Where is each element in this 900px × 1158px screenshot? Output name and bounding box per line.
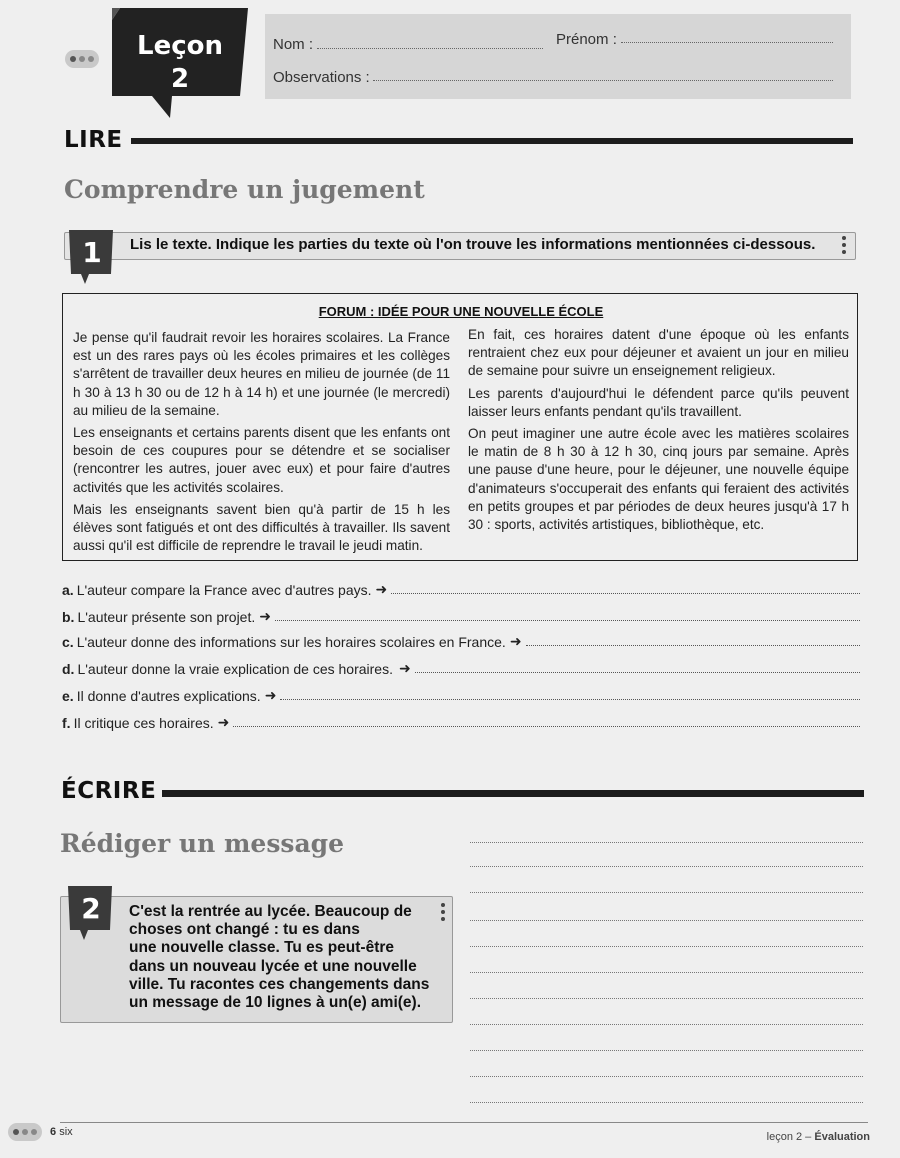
exercise-2-number-badge — [66, 886, 116, 938]
lesson-word: Leçon — [137, 31, 223, 61]
writing-line[interactable] — [470, 1076, 863, 1077]
dot-icon — [88, 56, 94, 62]
question-letter: e. — [62, 688, 74, 704]
instruction-line: dans un nouveau lycée et une nouvelle — [129, 957, 417, 975]
question-letter: d. — [62, 661, 75, 677]
exercise-2-number: 2 — [81, 892, 101, 925]
footer-lesson-ref — [700, 1131, 870, 1143]
arrow-right-icon: ➜ — [375, 581, 388, 597]
forum-title: FORUM : IDÉE POUR UNE NOUVELLE ÉCOLE — [318, 304, 604, 319]
instruction-line: choses ont changé : tu es dans — [129, 921, 360, 939]
answer-line[interactable] — [415, 672, 860, 673]
writing-line[interactable] — [470, 866, 863, 867]
arrow-right-icon: ➜ — [509, 633, 522, 649]
exercise-1-number: 1 — [82, 236, 102, 269]
ecrire-section-title: ÉCRIRE — [61, 778, 157, 804]
page-dots-marker — [8, 1123, 42, 1141]
page-number-word: six — [59, 1126, 73, 1138]
exercise-2-box — [60, 896, 453, 1023]
dot-icon — [13, 1129, 19, 1135]
forum-paragraph: Les parents d'aujourd'hui le défendent parce qu'ils peuvent laisser leurs enfants pendant qu'ils travaillent. — [468, 385, 849, 419]
footer-rule — [60, 1122, 868, 1123]
footer-lesson-label: leçon 2 – — [766, 1131, 812, 1143]
writing-line[interactable] — [470, 920, 863, 921]
answer-line[interactable] — [280, 699, 860, 700]
instruction-line: une nouvelle classe. Tu es peut-être — [129, 939, 395, 957]
exercise-1-number-badge — [67, 230, 117, 282]
question-a — [62, 578, 860, 598]
question-text: Il critique ces horaires. — [73, 715, 214, 731]
arrow-right-icon: ➜ — [399, 660, 411, 676]
exercise-2-instruction — [129, 903, 434, 1012]
forum-paragraph: Les enseignants et certains parents disent que les enfants ont besoin de ces coupures pour se détendre et se socialiser (rencontrer les autres, jouer avec eux) et pour faire d'autres activités que les activités scolaires. — [73, 425, 450, 495]
page-dots-marker — [65, 50, 99, 68]
writing-line[interactable] — [470, 892, 863, 893]
forum-text-box — [62, 293, 858, 561]
observations-field[interactable] — [373, 80, 833, 81]
instruction-line: un message de 10 lignes à un(e) ami(e). — [129, 994, 422, 1012]
section-rule — [131, 138, 853, 144]
writing-line[interactable] — [470, 1050, 863, 1051]
student-id-box — [265, 14, 851, 99]
nom-field[interactable] — [317, 48, 543, 49]
question-letter: a. — [62, 582, 74, 598]
question-e — [62, 684, 860, 704]
dot-icon — [70, 56, 76, 62]
forum-right-column — [468, 326, 849, 538]
writing-line[interactable] — [470, 1102, 863, 1103]
exercise-1-instruction: Lis le texte. Indique les parties du texte où l'on trouve les informations mentionnées ci-dessous. — [130, 236, 816, 253]
answer-line[interactable] — [275, 620, 860, 621]
question-text: Il donne d'autres explications. — [76, 688, 261, 704]
question-f — [62, 711, 860, 731]
arrow-right-icon: ➜ — [217, 714, 230, 730]
instruction-line: C'est la rentrée au lycée. Beaucoup de — [129, 903, 412, 920]
answer-line[interactable] — [526, 645, 860, 646]
question-letter: b. — [62, 609, 75, 625]
page-number-digit: 6 — [50, 1126, 57, 1138]
question-text: L'auteur présente son projet. — [77, 609, 256, 625]
nom-label: Nom : — [273, 36, 314, 53]
instruction-line: ville. Tu racontes ces changements dans — [129, 975, 430, 993]
observations-label: Observations : — [273, 69, 370, 86]
writing-line[interactable] — [470, 1024, 863, 1025]
lire-subtitle: Comprendre un jugement — [64, 175, 425, 204]
question-text: L'auteur donne la vraie explication de ces horaires. — [77, 661, 393, 677]
answer-line[interactable] — [233, 726, 860, 727]
forum-paragraph: En fait, ces horaires datent d'une époque où les enfants rentraient chez eux pour déjeuner et avaient un jour en milieu de semaine pour suivre un enseignement religieux. — [468, 327, 849, 379]
ecrire-subtitle: Rédiger un message — [60, 829, 345, 858]
arrow-right-icon: ➜ — [264, 687, 277, 703]
dot-icon — [22, 1129, 28, 1135]
writing-line[interactable] — [470, 998, 863, 999]
footer-evaluation-label: Évaluation — [814, 1131, 870, 1143]
more-dots-icon — [441, 903, 445, 924]
prenom-field[interactable] — [621, 42, 833, 43]
lesson-badge — [112, 8, 248, 116]
lesson-number: 2 — [170, 64, 190, 94]
forum-left-column — [73, 329, 450, 559]
dot-icon — [79, 56, 85, 62]
forum-paragraph: Je pense qu'il faudrait revoir les horaires scolaires. La France est un des rares pays où les écoles primaires et les collèges s'arrêtent de travailler deux heures en milieu de journée (de 11 h 30 à 13 h 30 ou de 12 h à 14 h) et une journée (le mercredi) au milieu de la semaine. — [73, 330, 450, 418]
question-letter: f. — [62, 715, 71, 731]
answer-line[interactable] — [391, 593, 860, 594]
writing-line[interactable] — [470, 972, 863, 973]
question-letter: c. — [62, 634, 74, 650]
section-rule — [162, 790, 864, 797]
prenom-label: Prénom : — [556, 31, 617, 48]
writing-line[interactable] — [470, 842, 863, 843]
dot-icon — [31, 1129, 37, 1135]
arrow-right-icon: ➜ — [259, 608, 271, 624]
forum-paragraph: Mais les enseignants savent bien qu'à partir de 15 h les élèves sont fatigués et ont des difficultés à travailler. Ils savent aussi qu'il est difficile de reprendre le travail le jeudi matin. — [73, 501, 450, 554]
forum-paragraph: On peut imaginer une autre école avec les matières scolaires le matin de 8 h 30 à 12 h 30, cinq jours par semaine. Après une pause d'une heure, pour le déjeuner, une nouvelle équipe d'animateurs s'occuperait des enfants qui feraient des activités en petits groupes et par périodes de deux heures jusqu'à 17 h 30 : sports, activités artistiques, bibliothèque, etc. — [468, 426, 849, 533]
question-text: L'auteur donne des informations sur les horaires scolaires en France. — [76, 634, 506, 650]
writing-line[interactable] — [470, 946, 863, 947]
more-dots-icon — [842, 236, 846, 257]
question-text: L'auteur compare la France avec d'autres pays. — [76, 582, 372, 598]
question-c — [62, 630, 860, 650]
question-d — [62, 657, 860, 677]
question-b — [62, 605, 860, 625]
lire-section-title: LIRE — [64, 127, 123, 153]
page-number — [50, 1126, 73, 1138]
